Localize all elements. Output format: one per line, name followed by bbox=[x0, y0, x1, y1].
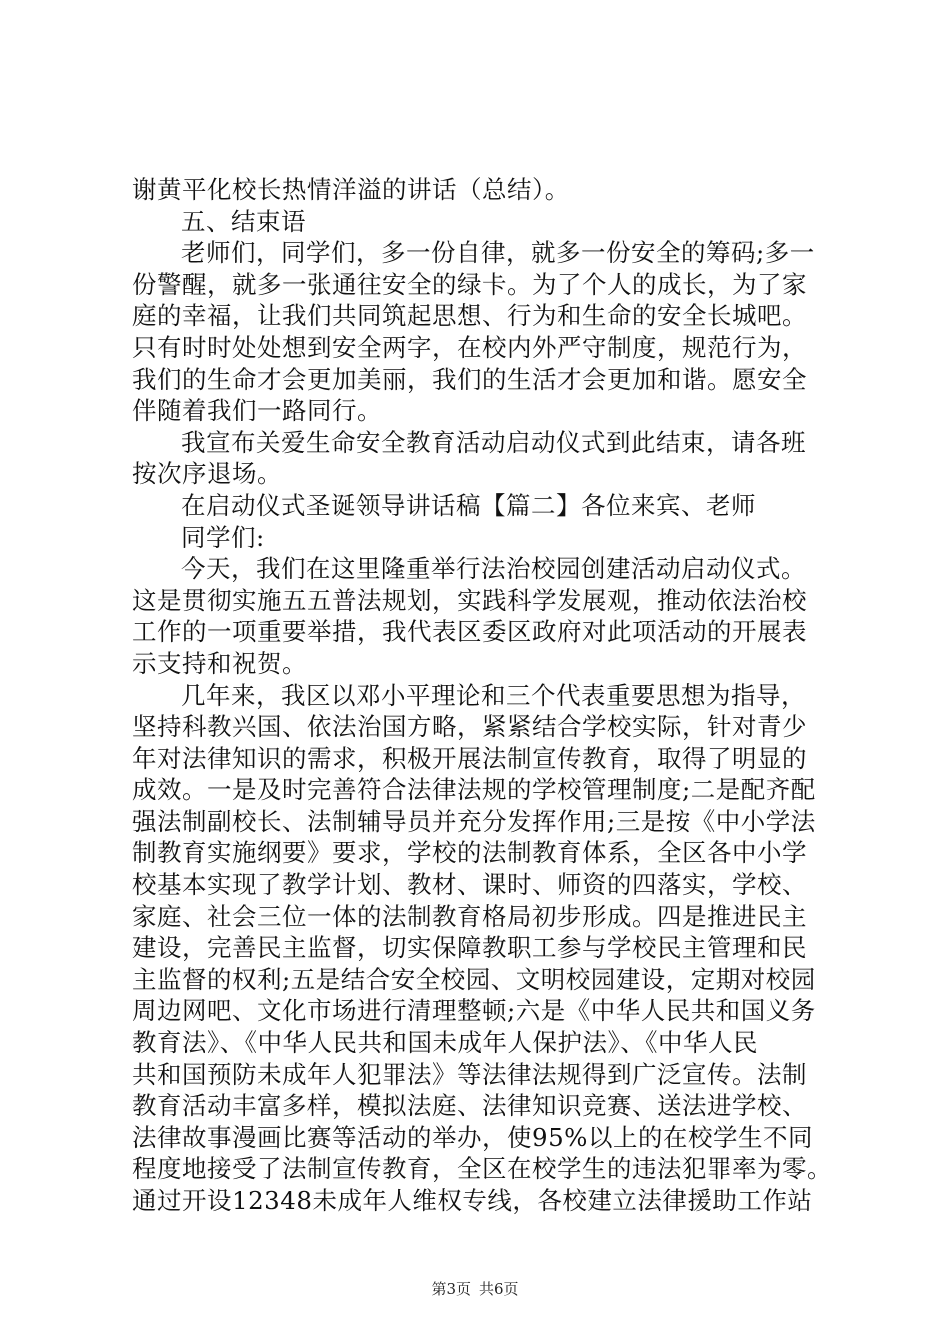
text-line: 几年来，我区以邓小平理论和三个代表重要思想为指导， bbox=[181, 680, 806, 710]
text-line: 工作的一项重要举措，我代表区委区政府对此项活动的开展表 bbox=[132, 617, 807, 647]
text-line: 我宣布关爱生命安全教育活动启动仪式到此结束，请各班 bbox=[181, 427, 806, 457]
text-line: 法律故事漫画比赛等活动的举办，使95%以上的在校学生不同 bbox=[132, 1122, 813, 1152]
text-line: 共和国预防未成年人犯罪法》等法律法规得到广泛宣传。法制 bbox=[132, 1059, 807, 1089]
text-line: 我们的生命才会更加美丽，我们的生活才会更加和谐。愿安全 bbox=[132, 364, 807, 394]
text-line: 程度地接受了法制宣传教育，全区在校学生的违法犯罪率为零。 bbox=[132, 1154, 832, 1184]
salutation: 同学们: bbox=[181, 522, 265, 552]
text-line: 坚持科教兴国、依法治国方略，紧紧结合学校实际，针对青少 bbox=[132, 712, 807, 742]
section-heading: 在启动仪式圣诞领导讲话稿【篇二】各位来宾、老师 bbox=[181, 490, 756, 520]
text-line: 老师们，同学们，多一份自律，就多一份安全的筹码;多一 bbox=[181, 238, 815, 268]
text-line: 年对法律知识的需求，积极开展法制宣传教育，取得了明显的 bbox=[132, 743, 807, 773]
text-line: 伴随着我们一路同行。 bbox=[132, 396, 382, 426]
text-line: 制教育实施纲要》要求，学校的法制教育体系，全区各中小学 bbox=[132, 838, 807, 868]
text-line: 强法制副校长、法制辅导员并充分发挥作用;三是按《中小学法 bbox=[132, 806, 816, 836]
text-line: 示支持和祝贺。 bbox=[132, 648, 307, 678]
text-line: 谢黄平化校长热情洋溢的讲话（总结）。 bbox=[132, 175, 570, 204]
text-line: 庭的幸福，让我们共同筑起思想、行为和生命的安全长城吧。 bbox=[132, 301, 807, 331]
text-line: 主监督的权利;五是结合安全校园、文明校园建设，定期对校园 bbox=[132, 964, 816, 994]
text-line: 校基本实现了教学计划、教材、课时、师资的四落实，学校、 bbox=[132, 870, 807, 900]
text-line: 教育法》、《中华人民共和国未成年人保护法》、《中华人民 bbox=[132, 1028, 758, 1058]
text-line: 教育活动丰富多样，模拟法庭、法律知识竞赛、送法进学校、 bbox=[132, 1091, 807, 1121]
text-line: 按次序退场。 bbox=[132, 459, 282, 489]
text-line: 建设，完善民主监督，切实保障教职工参与学校民主管理和民 bbox=[132, 933, 807, 963]
text-line: 成效。一是及时完善符合法律法规的学校管理制度;二是配齐配 bbox=[132, 775, 816, 805]
text-line: 份警醒，就多一张通往安全的绿卡。为了个人的成长，为了家 bbox=[132, 269, 807, 299]
text-line: 这是贯彻实施五五普法规划，实践科学发展观，推动依法治校 bbox=[132, 585, 807, 615]
document-body bbox=[132, 174, 832, 1217]
text-line: 周边网吧、文化市场进行清理整顿;六是《中华人民共和国义务 bbox=[132, 996, 816, 1026]
section-heading: 五、结束语 bbox=[181, 206, 306, 236]
text-line: 家庭、社会三位一体的法制教育格局初步形成。四是推进民主 bbox=[132, 901, 807, 931]
text-line: 通过开设12348未成年人维权专线，各校建立法律援助工作站 bbox=[132, 1186, 813, 1215]
page-total: 共6页 bbox=[479, 1280, 519, 1298]
text-line: 今天，我们在这里隆重举行法治校园创建活动启动仪式。 bbox=[181, 554, 806, 584]
page-footer bbox=[0, 1278, 950, 1299]
page-number: 第3页 bbox=[431, 1280, 471, 1298]
text-line: 只有时时处处想到安全两字，在校内外严守制度，规范行为， bbox=[132, 332, 807, 362]
